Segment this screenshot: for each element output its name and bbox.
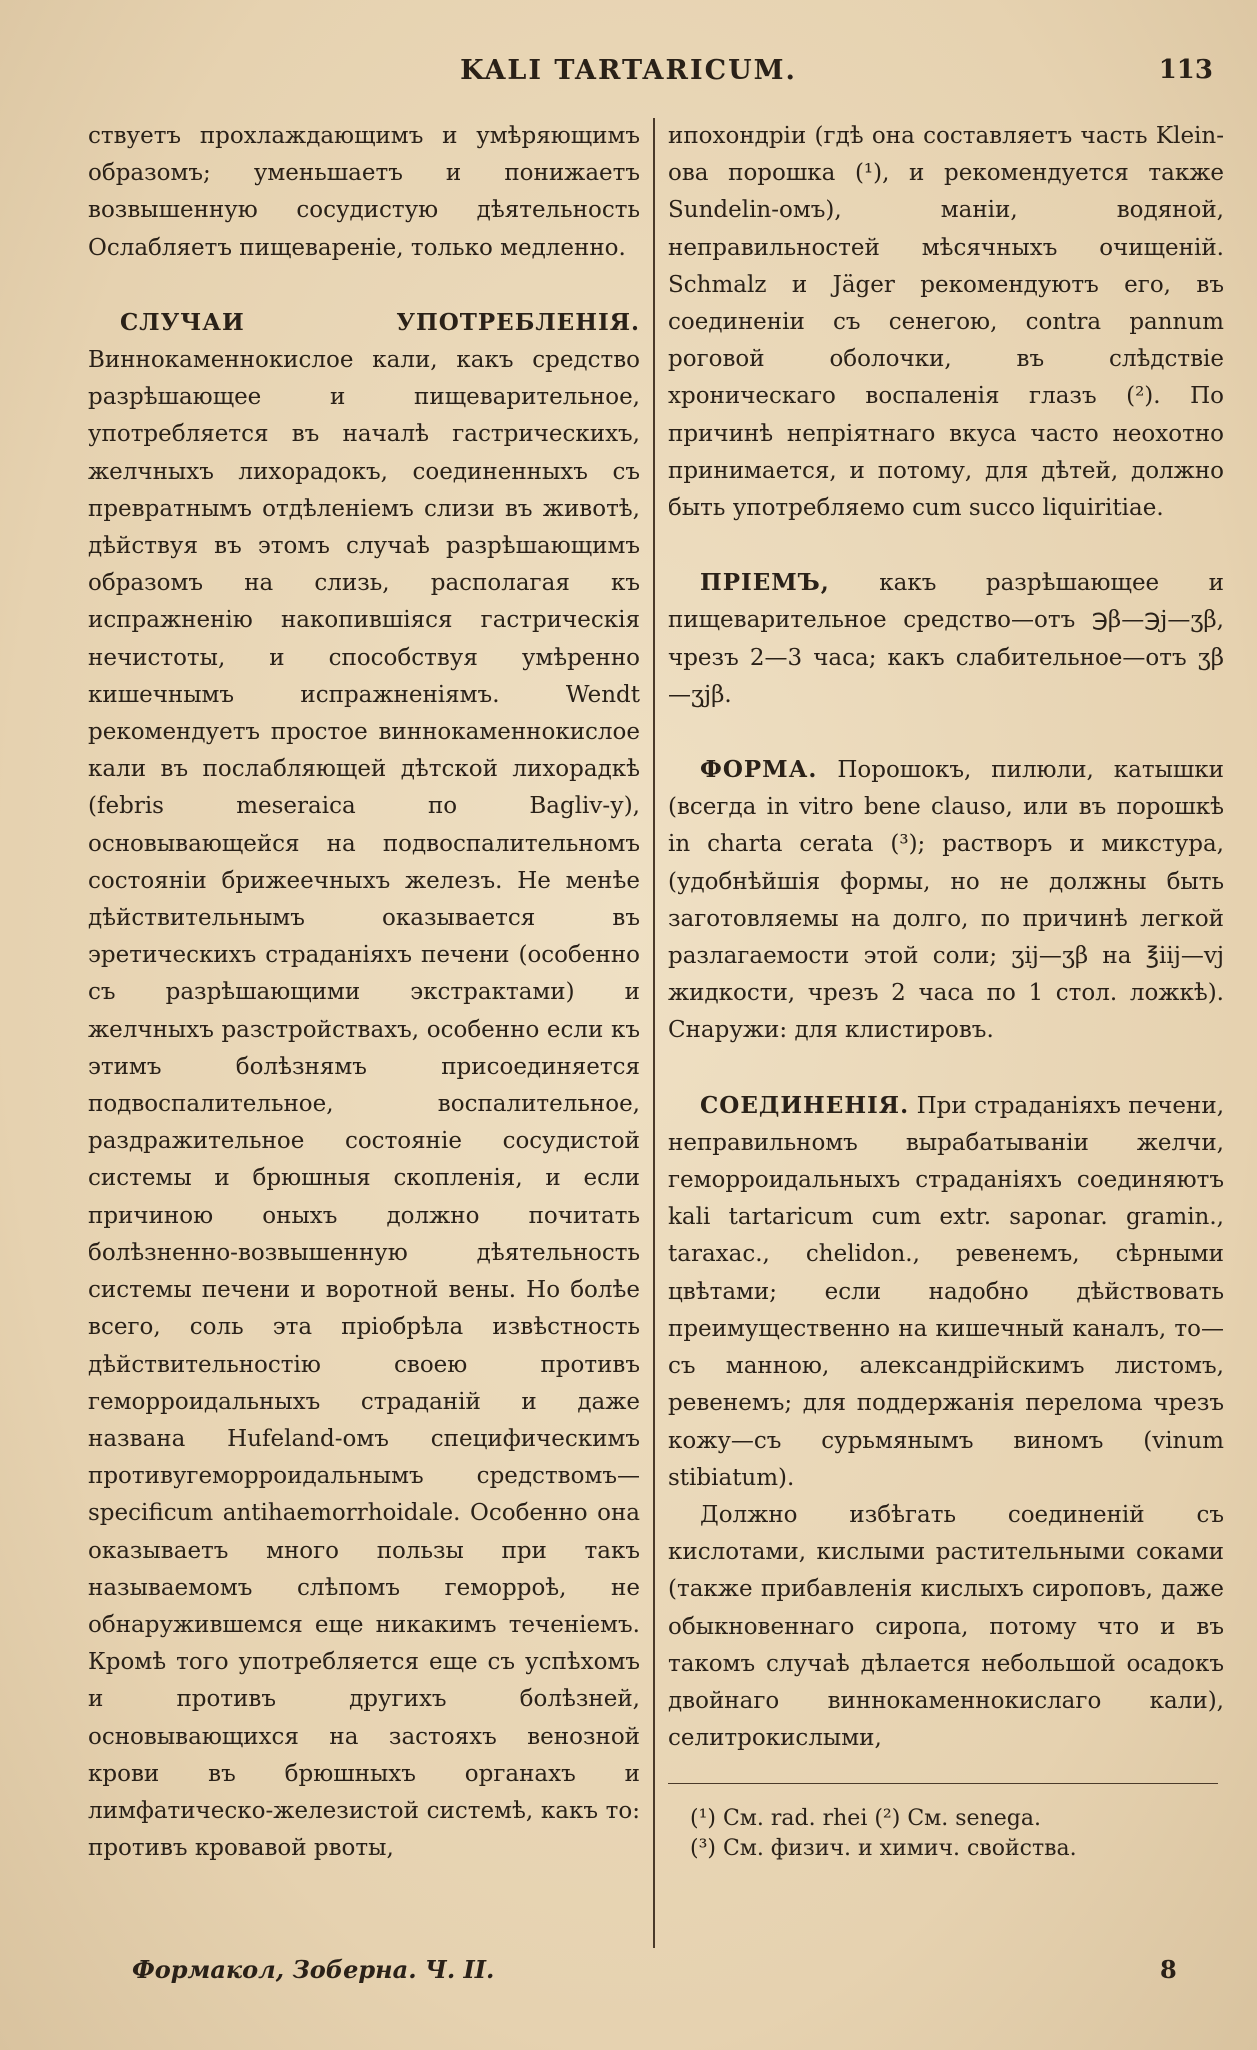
section-heading: ФОРМА. <box>700 756 818 784</box>
paragraph-text: Порошокъ, пилюли, катышки (всегда in vitro bene clauso, или въ порошкѣ in charta cerata (³); растворъ и микстура, (удобнѣйшія формы, но не должны быть заготовляемы на долго, по причинѣ легкой разлагаемости этой соли; ʒij—ʒβ на ℥iij—vj жидкости, чрезъ 2 часа по 1 стол. ложкѣ). Снаружи: для клистировъ. <box>668 757 1224 1044</box>
page-footer <box>0 1955 1257 1995</box>
footnote-rule <box>668 1783 1218 1784</box>
paragraph-text: Виннокаменнокислое кали, какъ средство разрѣшающее и пищеварительное, употребляется въ началѣ гастрическихъ, желчныхъ лихорадокъ, соединенныхъ съ превратнымъ отдѣленіемъ слизи въ животѣ, дѣйствуя въ этомъ случаѣ разрѣшающимъ образомъ на слизь, располагая къ испражненію накопившіяся гастрическія нечистоты, и способствуя умѣренно кишечнымъ испражненіямъ. Wendt рекомендуетъ простое виннокаменнокислое кали въ послабляющей дѣтской лихорадкѣ (febris meseraica по Bagliv-у), основывающейся на подвоспалительномъ состояніи брижеечныхъ железъ. Не менѣе дѣйствительнымъ оказывается въ эретическихъ страданіяхъ печени (особенно съ разрѣшающими экстрактами) и желчныхъ разстройствахъ, особенно если къ этимъ болѣзнямъ присоединяется подвоспалительное, воспалительное, раздражительное состояніе сосудистой системы и брюшныя скопленія, и если причиною оныхъ должно почитать болѣзненно-возвышенную дѣятельность системы печени и воротной вены. Но болѣе всего, соль эта пріобрѣла извѣстность дѣйствительностію своею противъ геморроидальныхъ страданій и даже названа Hufeland-омъ специфическимъ противугеморроидальнымъ средствомъ—specificum antihaemorrhoidale. Особенно она оказываетъ много пользы при такъ называемомъ слѣпомъ геморроѣ, не обнаружившемся еще никакимъ теченіемъ. Кромѣ того употребляется еще съ успѣхомъ и противъ другихъ болѣзней, основывающихся на застояхъ венозной крови въ брюшныхъ органахъ и лимфатическо-железистой системѣ, какъ то: противъ кровавой рвоты, <box>88 347 640 1862</box>
paragraph <box>88 304 640 1868</box>
paragraph <box>668 564 1224 714</box>
footer-imprint: Формакол, Зоберна. Ч. II. <box>132 1955 495 1984</box>
right-column <box>668 118 1224 1864</box>
left-column <box>88 118 640 1867</box>
section-heading: СЛУЧАИ УПОТРЕБЛЕНІЯ. <box>120 308 640 336</box>
page-number: 113 <box>1158 55 1213 85</box>
paragraph <box>668 751 1224 1050</box>
running-header <box>0 55 1257 95</box>
paragraph: Должно избѣгать соединеній съ кислотами, кислыми растительными соками (также прибавленія кислыхъ сироповъ, даже обыкновеннаго сиропа, потому что и въ такомъ случаѣ дѣлается небольшой осадокъ двойнаго виннокаменнокислаго кали), селитрокислыми, <box>668 1501 1224 1752</box>
paragraph: ипохондріи (гдѣ она составляетъ часть Klein-ова порошка (¹), и рекомендуется также Sundelin-омъ), маніи, водяной, неправильностей мѣсячныхъ очищеній. Schmalz и Jäger рекомендуютъ его, въ соединеніи съ сенегою, contra pannum роговой оболочки, въ слѣдствіе хроническаго воспаленія глазъ (²). По причинѣ непріятнаго вкуса часто неохотно принимается, и потому, для дѣтей, должно быть употребляемо cum succo liquiritiae. <box>668 123 1224 522</box>
section-heading: ПРІЕМЪ, <box>700 569 830 597</box>
column-divider <box>653 118 655 1948</box>
signature-mark: 8 <box>1160 1955 1177 1984</box>
footnote: (¹) См. rad. rhei (²) См. senega. <box>690 1806 1041 1832</box>
footnotes <box>668 1804 1224 1864</box>
paragraph-text: При страданіяхъ печени, неправильномъ вырабатываніи желчи, геморроидальныхъ страданіяхъ соединяютъ kali tartaricum cum extr. saponar. gramin., taraxac., chelidon., ревенемъ, сѣрными цвѣтами; если надобно дѣйствовать преимущественно на кишечный каналъ, то—съ манною, александрійскимъ листомъ, ревенемъ; для поддержанія перелома чрезъ кожу—съ сурьмянымъ виномъ (vinum stibiatum). <box>668 1092 1224 1491</box>
section-heading: СОЕДИНЕНІЯ. <box>700 1091 910 1119</box>
paragraph: ствуетъ прохлаждающимъ и умѣряющимъ образомъ; уменьшаетъ и понижаетъ возвышенную сосудистую дѣятельность Ослабляетъ пищевареніе, только медленно. <box>88 123 640 261</box>
running-title: KALI TARTARICUM. <box>460 55 797 86</box>
footnote: (³) См. физич. и химич. свойства. <box>690 1836 1077 1862</box>
paragraph-text: какъ разрѣшающее и пищеварительное средство—отъ ℈β—℈j—ʒβ, чрезъ 2—3 часа; какъ слабительное—отъ ʒβ—ʒjβ. <box>668 570 1224 708</box>
paragraph <box>668 1087 1224 1497</box>
